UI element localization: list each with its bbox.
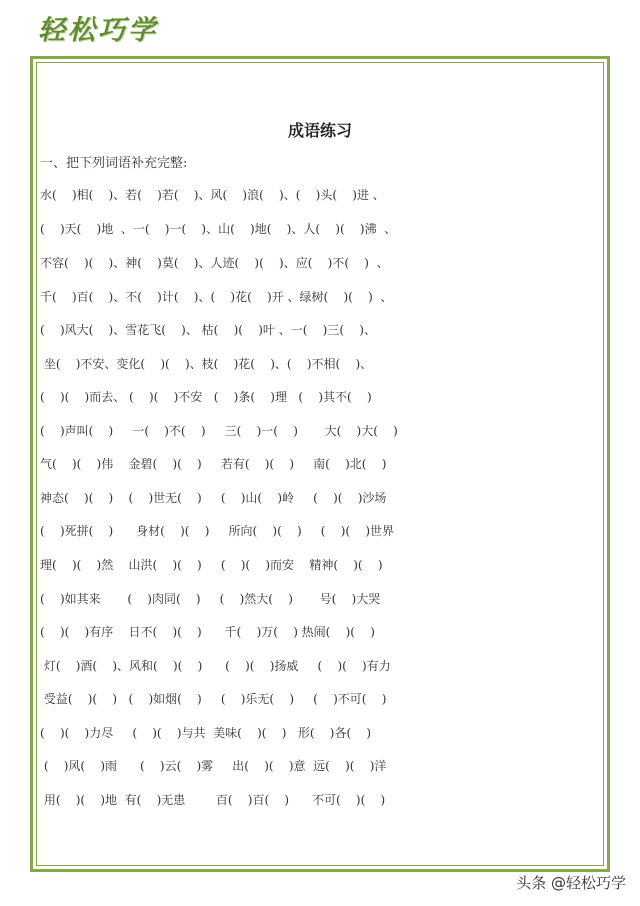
watermark-text: 头条 @轻松巧学 bbox=[516, 874, 626, 892]
instruction-text: 一、把下列词语补充完整: bbox=[40, 156, 188, 171]
exercise-line: 坐( )不安、变化( )( )、枝( )花( )、( )不相( )、 bbox=[40, 357, 373, 371]
exercise-line: ( )死拼( ) 身材( )( ) 所向( )( ) ( )( )世界 bbox=[40, 524, 395, 538]
exercise-line: ( )( )而去、 ( )( )不安 ( )条( )理 ( )其不( ) bbox=[40, 390, 372, 404]
brand-logo: 轻松巧学 bbox=[38, 15, 158, 46]
exercise-line: ( )( )有序 日不( )( ) 千( )万( ) 热闹( )( ) bbox=[40, 625, 375, 639]
exercise-line: 神态( )( ) ( )世无( ) ( )山( )岭 ( )( )沙场 bbox=[40, 491, 387, 505]
exercise-line: 用( )( )地 有( )无患 百( )百( ) 不可( )( ) bbox=[40, 793, 386, 807]
exercise-line: ( )天( )地 、一( )一( )、山( )地( )、人( )( )沸 、 bbox=[40, 222, 397, 236]
exercise-line: 千( )百( )、不( )计( )、( )花( )开 、绿树( )( ) 、 bbox=[40, 290, 393, 304]
exercise-line: 水( )相( )、若( )若( )、风( )浪( )、( )头( )进 、 bbox=[40, 188, 385, 202]
exercise-line: 理( )( )然 山洪( )( ) ( )( )而安 精神( )( ) bbox=[40, 558, 383, 572]
exercise-line: ( )如其来 ( )肉同( ) ( )然大( ) 号( )大哭 bbox=[40, 592, 381, 606]
worksheet-title: 成语练习 bbox=[287, 121, 352, 140]
exercise-line: ( )风( )雨 ( )云( )雾 出( )( )意 远( )( )洋 bbox=[40, 759, 387, 773]
exercise-line: 受益( )( ) ( )如烟( ) ( )乐无( ) ( )不可( ) bbox=[40, 692, 387, 706]
exercise-line: 灯( )酒( )、风和( )( ) ( )( )扬威 ( )( )有力 bbox=[40, 659, 391, 673]
exercise-line: 气( )( )伟 金碧( )( ) 若有( )( ) 南( )北( ) bbox=[40, 457, 387, 471]
exercise-line: ( )声叫( ) 一( )不( ) 三( )一( ) 大( )大( ) bbox=[40, 424, 398, 438]
exercise-line: ( )( )力尽 ( )( )与共 美味( )( ) 形( )各( ) bbox=[40, 726, 372, 740]
exercise-line: 不容( )( )、神( )莫( )、人迹( )( )、应( )不( ) 、 bbox=[40, 256, 389, 270]
exercise-line: ( )风大( )、雪花飞( )、 枯( )( )叶 、一( )三( )、 bbox=[40, 323, 376, 337]
